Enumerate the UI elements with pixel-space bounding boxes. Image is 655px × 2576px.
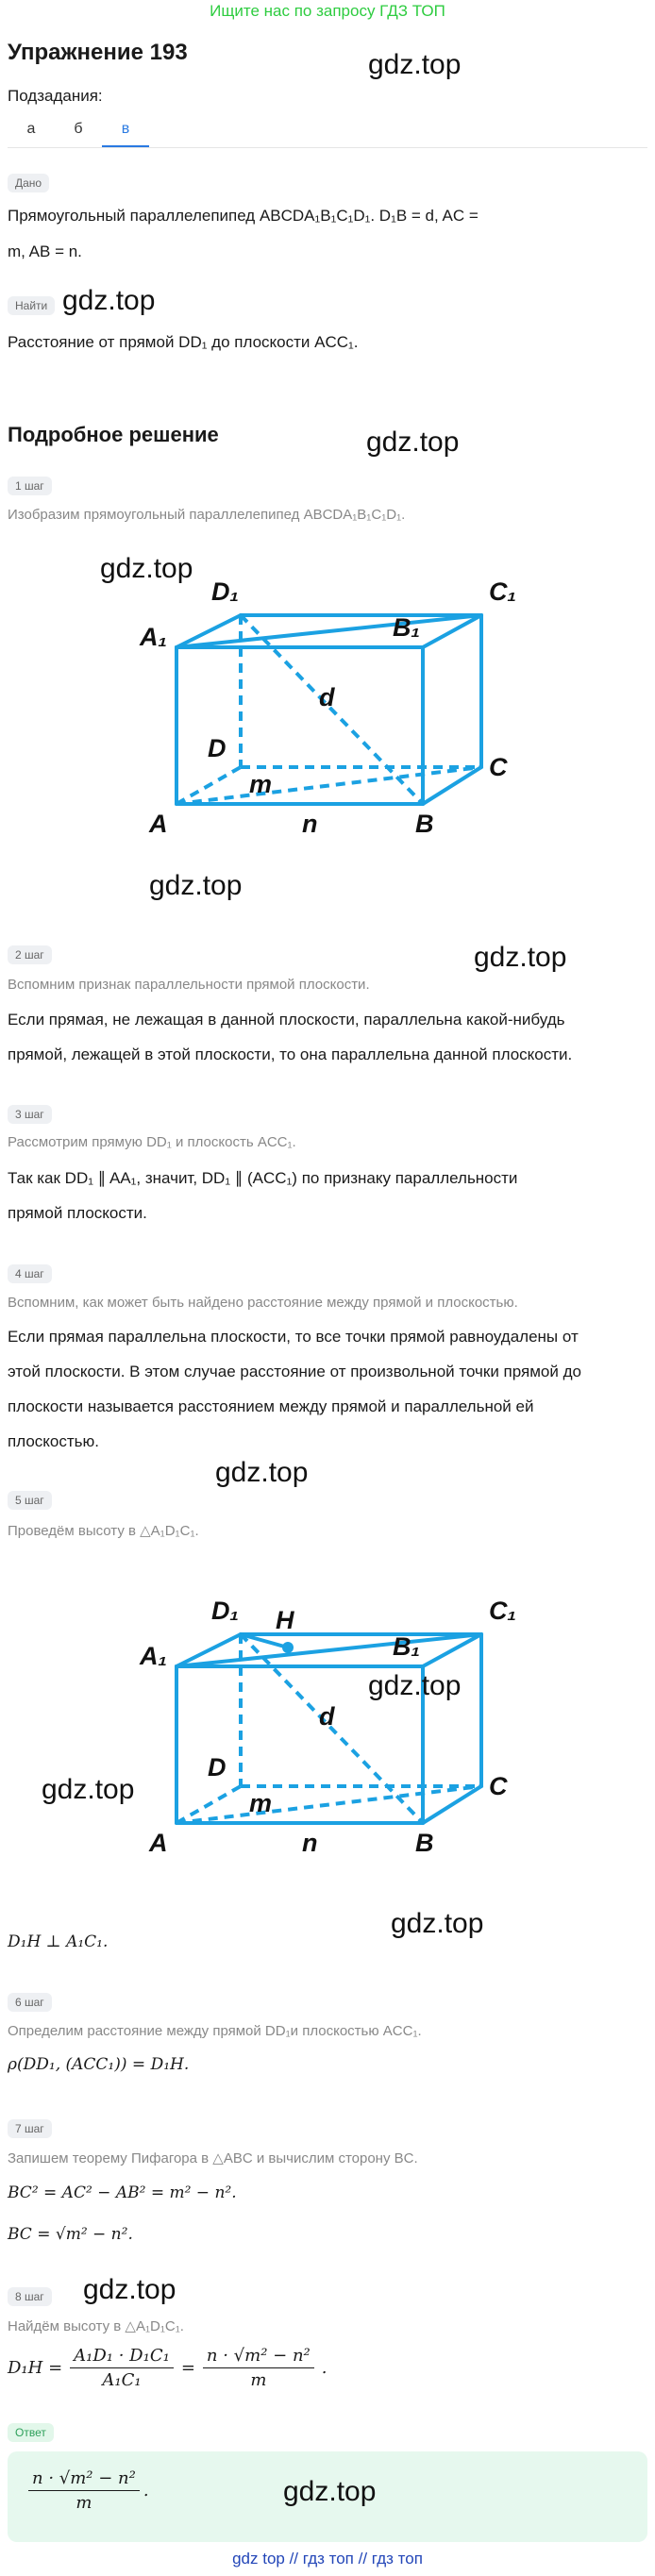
label-m: m — [249, 1789, 273, 1817]
step-6-caption: Определим расстояние между прямой DD₁и плоскостью ACC₁. — [8, 2023, 422, 2039]
step-5-result: D₁H ⊥ A₁C₁. — [8, 1932, 109, 1951]
label-B: B — [415, 1829, 434, 1857]
top-banner[interactable]: Ищите нас по запросу ГДЗ ТОП — [210, 2, 445, 20]
formula-end: . — [321, 2358, 328, 2378]
subtask-tabs — [8, 115, 149, 147]
answer-fraction — [28, 2468, 140, 2513]
tab-v[interactable]: в — [102, 115, 149, 147]
point-h — [282, 1642, 294, 1653]
step-3-caption: Рассмотрим прямую DD₁ и плоскость ACC₁. — [8, 1134, 296, 1150]
step-3-line-2: прямой плоскости. — [8, 1204, 147, 1222]
label-B1: B₁ — [393, 1632, 421, 1661]
watermark: gdz.top — [474, 942, 567, 973]
watermark: gdz.top — [149, 870, 243, 901]
answer-formula — [28, 2468, 149, 2513]
label-n: n — [302, 1829, 318, 1857]
label-B: B — [415, 810, 434, 838]
step-4-line-2: этой плоскости. В этом случае расстояние от произвольной точки прямой до — [8, 1363, 581, 1380]
step-7-line-1: BC² = AC² − AB² = m² − n². — [8, 2183, 237, 2202]
label-m: m — [249, 770, 273, 798]
watermark: gdz.top — [62, 285, 156, 316]
fraction-2-denominator: m — [250, 2370, 267, 2390]
step-1-caption: Изобразим прямоугольный параллелепипед ABCDA₁B₁C₁D₁. — [8, 507, 406, 523]
height-d1h — [241, 1634, 288, 1648]
watermark: gdz.top — [283, 2476, 377, 2507]
tabs-divider — [8, 147, 647, 148]
answer-badge: Ответ — [8, 2423, 54, 2442]
watermark: gdz.top — [42, 1774, 135, 1805]
tab-a[interactable]: а — [26, 121, 36, 137]
step-8-badge: 8 шаг — [8, 2287, 52, 2306]
label-A1: A₁ — [140, 1642, 168, 1670]
label-n: n — [302, 810, 318, 838]
label-D: D — [208, 734, 227, 762]
label-d: d — [319, 683, 335, 711]
watermark: gdz.top — [366, 427, 460, 458]
step-5-caption: Проведём высоту в △A₁D₁C₁. — [8, 1523, 199, 1539]
answer-numerator: n · √m² − n² — [28, 2468, 140, 2491]
fraction-2 — [203, 2346, 314, 2390]
diag-ac — [176, 1786, 481, 1823]
step-6-result: ρ(DD₁, (ACC₁)) = D₁H. — [8, 2055, 190, 2074]
given-badge: Дано — [8, 174, 49, 192]
watermark: gdz.top — [215, 1457, 309, 1488]
label-B1: B₁ — [393, 613, 421, 642]
diag-a1c1 — [176, 615, 481, 647]
diag-ac — [176, 767, 481, 804]
formula-equals: = — [180, 2358, 195, 2378]
step-3-badge: 3 шаг — [8, 1105, 52, 1124]
label-H: H — [276, 1606, 294, 1634]
diag-a1c1 — [176, 1634, 481, 1666]
label-C1: C₁ — [489, 577, 517, 606]
answer-end: . — [143, 2481, 149, 2501]
fraction-1-denominator: A₁C₁ — [102, 2370, 142, 2390]
given-line-2: m, AB = n. — [8, 243, 82, 260]
step-7-badge: 7 шаг — [8, 2119, 52, 2138]
step-8-caption: Найдём высоту в △A₁D₁C₁. — [8, 2318, 184, 2334]
solution-title: Подробное решение — [8, 423, 219, 446]
parallelepiped-figure-2 — [132, 1585, 547, 1859]
answer-denominator: m — [76, 2493, 92, 2513]
parallelepiped-figure-1 — [132, 566, 547, 840]
label-d: d — [319, 1702, 335, 1731]
fraction-1-numerator: A₁D₁ · D₁C₁ — [70, 2346, 174, 2368]
label-A: A — [149, 1829, 168, 1857]
step-2-line-2: прямой, лежащей в этой плоскости, то она параллельна данной плоскости. — [8, 1045, 573, 1063]
step-4-line-4: плоскостью. — [8, 1432, 99, 1450]
step-2-caption: Вспомним признак параллельности прямой плоскости. — [8, 977, 370, 993]
step-7-line-2: BC = √m² − n². — [8, 2225, 133, 2244]
watermark: gdz.top — [83, 2274, 176, 2305]
step-7-caption: Запишем теорему Пифагора в △ABC и вычислим сторону BC. — [8, 2150, 418, 2166]
formula-lhs: D₁H = — [8, 2358, 63, 2378]
label-C: C — [489, 753, 508, 781]
find-text: Расстояние от прямой DD₁ до плоскости ACC₁. — [8, 333, 359, 351]
step-5-badge: 5 шаг — [8, 1491, 52, 1510]
label-D1: D₁ — [211, 1597, 240, 1625]
step-1-badge: 1 шаг — [8, 477, 52, 495]
step-4-badge: 4 шаг — [8, 1264, 52, 1283]
tab-b[interactable]: б — [74, 121, 83, 137]
step-3-line-1: Так как DD₁ ∥ AA₁, значит, DD₁ ∥ (ACC₁) по признаку параллельности — [8, 1169, 518, 1187]
step-8-formula — [8, 2346, 328, 2390]
subtasks-label: Подзадания: — [8, 87, 103, 105]
given-line-1: Прямоугольный параллелепипед ABCDA₁B₁C₁D₁. D₁B = d, AC = — [8, 207, 479, 225]
step-4-line-1: Если прямая параллельна плоскости, то все точки прямой равноудалены от — [8, 1328, 579, 1346]
step-6-badge: 6 шаг — [8, 1993, 52, 2012]
label-A: A — [149, 810, 168, 838]
watermark: gdz.top — [368, 49, 462, 80]
fraction-2-numerator: n · √m² − n² — [203, 2346, 314, 2368]
step-2-line-1: Если прямая, не лежащая в данной плоскости, параллельна какой-нибудь — [8, 1011, 565, 1029]
watermark: gdz.top — [391, 1908, 484, 1939]
step-4-caption: Вспомним, как может быть найдено расстояние между прямой и плоскостью. — [8, 1295, 518, 1311]
label-C: C — [489, 1772, 508, 1800]
watermark: gdz.top — [100, 553, 193, 584]
step-2-badge: 2 шаг — [8, 945, 52, 964]
watermark: gdz.top — [368, 1670, 462, 1701]
label-A1: A₁ — [140, 623, 168, 651]
find-badge: Найти — [8, 296, 55, 315]
fraction-1 — [70, 2346, 174, 2390]
footer-links[interactable]: gdz top // гдз топ // гдз топ — [232, 2550, 423, 2568]
label-C1: C₁ — [489, 1597, 517, 1625]
step-4-line-3: плоскости называется расстоянием между прямой и параллельной ей — [8, 1397, 534, 1415]
label-D1: D₁ — [211, 577, 240, 606]
page-title: Упражнение 193 — [8, 40, 188, 65]
label-D: D — [208, 1753, 227, 1781]
